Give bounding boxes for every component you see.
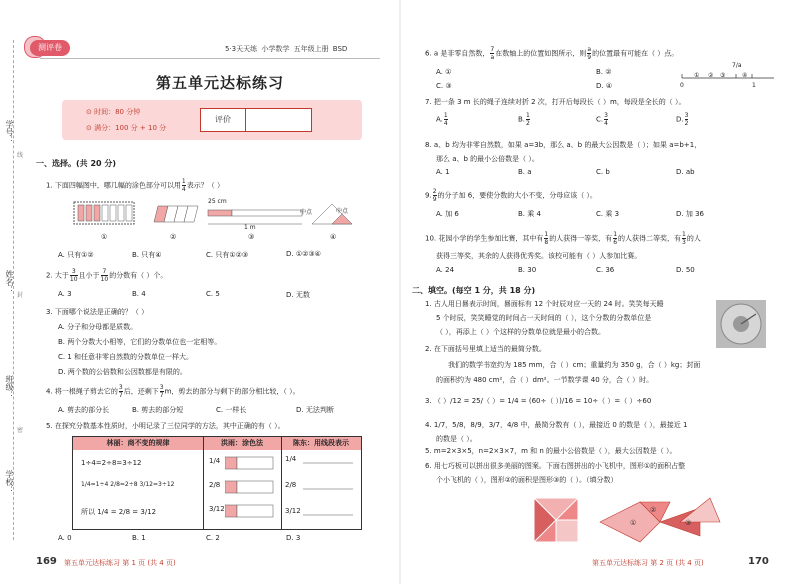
q6-fraction-2: [587, 46, 591, 61]
frac-den: 2: [526, 120, 530, 127]
q3-option-d[interactable]: D. 两个数的公倍数和公因数都是有限的。: [58, 368, 187, 376]
q5-row-2: 1/4=1÷4 2/8=2÷8 3/12=3÷12: [81, 481, 175, 488]
frac-den: 4: [443, 120, 448, 127]
fig-label: ②: [170, 233, 177, 241]
gutter-cut-mark: 封: [17, 292, 24, 299]
fill-1-cont2: （ ），再添上（ ）个这样的分数单位就是最小的合数。: [436, 328, 605, 336]
header-rule: [40, 58, 380, 59]
gutter-class-label: 班级：: [5, 375, 14, 399]
q6-option-a[interactable]: A. ①: [436, 68, 452, 76]
question-3: 3. 下面哪个说法是正确的？（ ）: [46, 308, 149, 316]
q2-option-c[interactable]: C. 5: [206, 290, 220, 298]
frac-num: a: [587, 46, 591, 53]
q5-option-d[interactable]: D. 3: [286, 534, 301, 542]
q7-option-a[interactable]: [436, 112, 449, 127]
axis-point-2: ②: [708, 72, 714, 79]
frac-den: a: [490, 54, 495, 61]
fill-1-cont: 5 个时辰，笑笑睡觉的时间占一天时间的（ ），这个分数的分数单位是: [436, 314, 652, 322]
eval-label: 评价: [201, 109, 246, 131]
frac-den: 9: [432, 196, 437, 203]
q6-number-line: [678, 68, 778, 90]
q5-table: [72, 436, 362, 530]
question-5: 5. 在探究分数基本性质时，小明记录了三位同学的方法，其中正确的有（ ）。: [46, 422, 285, 430]
section-2-heading: 二、填空。(每空 1 分，共 18 分): [412, 286, 536, 295]
axis-1: 1: [752, 82, 756, 89]
q1-tail: 表示？（ ）: [186, 181, 224, 190]
q10-mid1: 的人获得一等奖，有: [549, 234, 613, 243]
q4-option-a[interactable]: A. 剪去的部分长: [58, 406, 110, 414]
gutter-school-label: 学校：: [5, 470, 14, 494]
q6-option-c[interactable]: C. ③: [436, 82, 452, 90]
frac-num: 3: [71, 268, 76, 275]
q5-option-c[interactable]: C. 2: [206, 534, 220, 542]
q4-fraction-2: [160, 384, 164, 399]
fig4-midpoint-label: 中点: [300, 209, 313, 216]
q6-fraction-1: [490, 46, 494, 61]
q3-option-b[interactable]: B. 两个分数大小相等，它们的分数单位也一定相等。: [58, 338, 222, 346]
fill-3: 3. （ ）/12 = 25/（ ）= 1/4 = (60÷（ ）)/16 = 10÷（ ）=（ ）÷60: [425, 397, 652, 405]
q3-option-a[interactable]: A. 分子和分母都是质数。: [58, 323, 138, 331]
q2-fraction-2: [101, 268, 109, 283]
question-1: [46, 178, 224, 193]
fig-label: ③: [248, 233, 255, 241]
q5-row-1: 1÷4=2÷8=3÷12: [81, 459, 142, 467]
axis-point-3: ③: [720, 72, 726, 79]
figure-1-grid: [74, 202, 134, 224]
frac-den: 10: [69, 276, 78, 283]
q2-option-d[interactable]: D. 无数: [286, 291, 310, 299]
q6-option-b[interactable]: B. ②: [596, 68, 612, 76]
frac-num: 3: [118, 384, 123, 391]
q8-option-a[interactable]: A. 1: [436, 168, 450, 176]
q10-mid2: 的人获得二等奖，有: [618, 234, 682, 243]
q4-option-d[interactable]: D. 无法判断: [296, 406, 334, 414]
q2-mid: 且小于: [78, 271, 100, 280]
svg-text:③: ③: [685, 519, 692, 527]
frac-num: 1: [544, 231, 549, 238]
q10-tail: 的人: [686, 234, 701, 243]
fill-2-cont2: 的面积约为 480 cm²，合（ ）dm²。一节数学课 40 分，合（ ）时。: [436, 376, 654, 384]
q2-fraction-1: [70, 268, 78, 283]
opt-letter: C.: [596, 115, 604, 124]
frac-den: 7: [118, 392, 123, 399]
q4-option-b[interactable]: B. 剪去的部分短: [132, 406, 184, 414]
q10-fraction-1: [544, 231, 548, 246]
page-number-right: 170: [748, 556, 769, 567]
question-6: [425, 46, 678, 61]
tangram-figures: [530, 494, 730, 546]
q4-option-c[interactable]: C. 一样长: [216, 406, 247, 414]
page-title: 第五单元达标练习: [155, 74, 284, 92]
question-10: [425, 231, 701, 246]
gutter-id-label: 学号：: [5, 120, 14, 144]
fig-label: ①: [101, 233, 108, 241]
q1-option-b[interactable]: B. 只有④: [132, 251, 162, 259]
frac-den: 4: [181, 186, 186, 193]
frac-num: 1: [443, 112, 448, 119]
q1-fraction: [182, 178, 186, 193]
axis-0: 0: [680, 82, 684, 89]
page-number-left: 169: [36, 556, 57, 567]
evaluation-box[interactable]: [200, 108, 312, 132]
frac-num: 1: [181, 178, 186, 185]
q5-shaded-bars: [225, 455, 277, 525]
q9-option-d[interactable]: D. 加 36: [676, 210, 704, 218]
q9-tail: 的分子加 6，要使分数的大小不变，分母应该（ ）。: [437, 191, 597, 200]
q5-header-1: 林丽：商不变的规律: [73, 437, 203, 450]
q7-option-b[interactable]: [518, 112, 531, 127]
section-1-heading: 一、选择。(共 20 分): [36, 159, 117, 168]
q5-col2-b: 2/8: [209, 481, 221, 489]
gutter-cut-mark: 线: [17, 152, 24, 159]
fig3-bottom-label: 1 m: [244, 224, 256, 231]
book-spine: [399, 0, 401, 584]
fig3-top-label: 25 cm: [208, 198, 227, 205]
opt-letter: D.: [676, 115, 684, 124]
axis-7a: 7/a: [732, 62, 742, 69]
frac-den: 9: [587, 54, 592, 61]
fill-2-cont: 我们的数学书宽约为 185 mm，合（ ）cm；重量约为 350 g，合（ ）kg；封面: [448, 361, 701, 369]
q4-tail: m，剪去的部分与剩下的部分相比较，（ ）。: [164, 387, 300, 396]
fill-2: 2. 在下面括号里填上适当的最简分数。: [425, 345, 546, 353]
q6-tail: 的位置最有可能在（ ）点。: [592, 49, 679, 58]
q5-row-3: 所以 1/4 = 2/8 = 3/12: [81, 508, 157, 516]
q7-option-d[interactable]: [676, 112, 689, 127]
frac-num: 1: [613, 231, 618, 238]
score-info: ⊙ 满分：100 分 + 10 分: [86, 124, 167, 132]
gutter-name-label: 姓名：: [5, 270, 14, 294]
sundial-image: [716, 300, 766, 348]
q10-option-a[interactable]: A. 24: [436, 266, 455, 274]
q1-option-a[interactable]: A. 只有①②: [58, 251, 94, 259]
svg-text:②: ②: [650, 506, 657, 514]
frac-num: 2: [432, 188, 437, 195]
q5-number-lines: [303, 459, 357, 525]
frac-num: 3: [684, 112, 689, 119]
fill-1: 1. 古人用日晷表示时间，晷面标有 12 个时辰对应一天的 24 时。笑笑每天睡: [425, 300, 664, 308]
q1-option-c[interactable]: C. 只有①②③: [206, 251, 249, 259]
q9-option-b[interactable]: B. 乘 4: [518, 210, 541, 218]
q9-option-c[interactable]: C. 乘 3: [596, 210, 620, 218]
figure-3-segment: [208, 210, 302, 224]
frac-den: 4: [604, 120, 608, 127]
time-label: 时间：80 分钟: [94, 108, 141, 116]
q9-option-a[interactable]: A. 加 6: [436, 210, 459, 218]
test-badge: 测评卷: [30, 40, 70, 56]
question-7: 7. 把一条 3 m 长的绳子连续对折 2 次，打开后每段长（ ）m，每段是全长的（ ）。: [425, 98, 686, 106]
footer-right: 第五单元达标练习 第 2 页 (共 4 页): [592, 559, 704, 567]
axis-point-4: ④: [742, 72, 748, 79]
q2-option-a[interactable]: A. 3: [58, 290, 72, 298]
fig-label: ④: [330, 233, 337, 241]
binding-gutter: [0, 0, 30, 584]
q7-option-c[interactable]: [596, 112, 609, 127]
fill-6-cont: 个小飞机的（ ），图形②的面积是图形③的（ ）。（填分数）: [436, 476, 618, 484]
q2-text: 2. 大于: [46, 271, 69, 280]
q5-option-a[interactable]: A. 0: [58, 534, 72, 542]
q5-col2-a: 1/4: [209, 457, 221, 465]
q5-col2-c: 3/12: [209, 505, 225, 513]
q8-option-d[interactable]: D. ab: [676, 168, 695, 176]
q1-option-d[interactable]: D. ①②③④: [286, 250, 321, 258]
q4-fraction-1: [119, 384, 123, 399]
q5-col3-a: 1/4: [285, 455, 297, 463]
q5-option-b[interactable]: B. 1: [132, 534, 146, 542]
q5-col3-b: 2/8: [285, 481, 297, 489]
question-4: [46, 384, 300, 399]
q6-mid: 在数轴上的位置如图所示，则: [495, 49, 587, 58]
question-10-cont: 获得三等奖，其余的人获得优秀奖。该校可能有（ ）人参加比赛。: [436, 252, 642, 260]
fig4-midpoint-label: 中点: [336, 208, 349, 215]
q8-option-c[interactable]: C. b: [596, 168, 610, 176]
q10-fraction-2: [613, 231, 617, 246]
frac-den: 3: [682, 239, 686, 246]
frac-den: 6: [613, 239, 618, 246]
q6-text: 6. a 是非零自然数，: [425, 49, 490, 58]
gutter-cut-mark: 密: [17, 427, 24, 434]
tangram-square: [534, 498, 578, 542]
q3-option-c[interactable]: C. 1 和任意非零自然数的分数单位一样大。: [58, 353, 194, 361]
q2-tail: 的分数有（ ）个。: [109, 271, 168, 280]
q10-option-c[interactable]: C. 36: [596, 266, 615, 274]
q10-option-b[interactable]: B. 30: [518, 266, 537, 274]
q5-col3-c: 3/12: [285, 507, 301, 515]
frac-num: 7: [490, 46, 495, 53]
q9-num: 9.: [425, 191, 432, 200]
opt-fraction: [444, 112, 448, 127]
fill-4: 4. 1/7，5/8，8/9，3/7，4/8 中，最简分数有（ ），最接近 0 的数是（ ），最接近 1: [425, 421, 688, 429]
q4-text: 4. 将一根绳子剪去它的: [46, 387, 118, 396]
q9-fraction: [433, 188, 437, 203]
frac-num: 1: [526, 112, 530, 119]
opt-letter: A.: [436, 115, 443, 124]
figure-2-parallelograms: [154, 206, 198, 222]
frac-num: 3: [604, 112, 608, 119]
frac-num: 1: [682, 231, 686, 238]
svg-text:①: ①: [630, 519, 637, 527]
tangram-airplane: [600, 498, 720, 542]
opt-fraction: [526, 112, 530, 127]
question-2: [46, 268, 167, 283]
frac-num: 3: [159, 384, 164, 391]
q10-text: 10. 花园小学的学生参加比赛，其中有: [425, 234, 544, 243]
series-header: 5·3天天练 小学数学 五年级上册 BSD: [225, 45, 348, 53]
score-label: 满分：100 分 + 10 分: [94, 124, 167, 132]
q2-option-b[interactable]: B. 4: [132, 290, 146, 298]
frac-den: 8: [544, 239, 549, 246]
question-8: 8. a、b 均为非零自然数，如果 a=3b，那么 a、b 的最大公因数是（ ）；如果 a=b+1，: [425, 141, 702, 149]
q5-header-2: 洪雨：涂色法: [203, 437, 281, 450]
frac-den: 10: [100, 276, 109, 283]
q10-option-d[interactable]: D. 50: [676, 266, 695, 274]
question-8-cont: 那么 a、b 的最小公倍数是（ ）。: [436, 155, 539, 163]
time-info: ⊙ 时间：80 分钟: [86, 108, 141, 116]
q5-header-3: 陈东：用线段表示: [281, 437, 361, 450]
opt-letter: B.: [518, 115, 526, 124]
frac-den: 7: [159, 392, 164, 399]
q4-mid: 后，还剩下: [123, 387, 159, 396]
q8-option-b[interactable]: B. a: [518, 168, 532, 176]
q1-text: 1. 下面四幅图中，哪几幅的涂色部分可以用: [46, 181, 181, 190]
opt-fraction: [604, 112, 608, 127]
frac-num: 7: [102, 268, 107, 275]
question-9: [425, 188, 597, 203]
q10-fraction-3: [682, 231, 686, 246]
q6-option-d[interactable]: D. ④: [596, 82, 613, 90]
fill-5: 5. m=2×3×5，n=2×3×7，m 和 n 的最小公倍数是（ ），最大公因数是（ ）。: [425, 447, 677, 455]
fill-6: 6. 用七巧板可以拼出很多美丽的图案。下面右图拼出的小飞机中，图形①的面积占整: [425, 462, 686, 470]
frac-den: 2: [684, 120, 689, 127]
axis-point-1: ①: [694, 72, 700, 79]
opt-fraction: [685, 112, 689, 127]
footer-left: 第五单元达标练习 第 1 页 (共 4 页): [64, 559, 176, 567]
fill-4-cont: 的数是（ ）。: [436, 435, 477, 443]
